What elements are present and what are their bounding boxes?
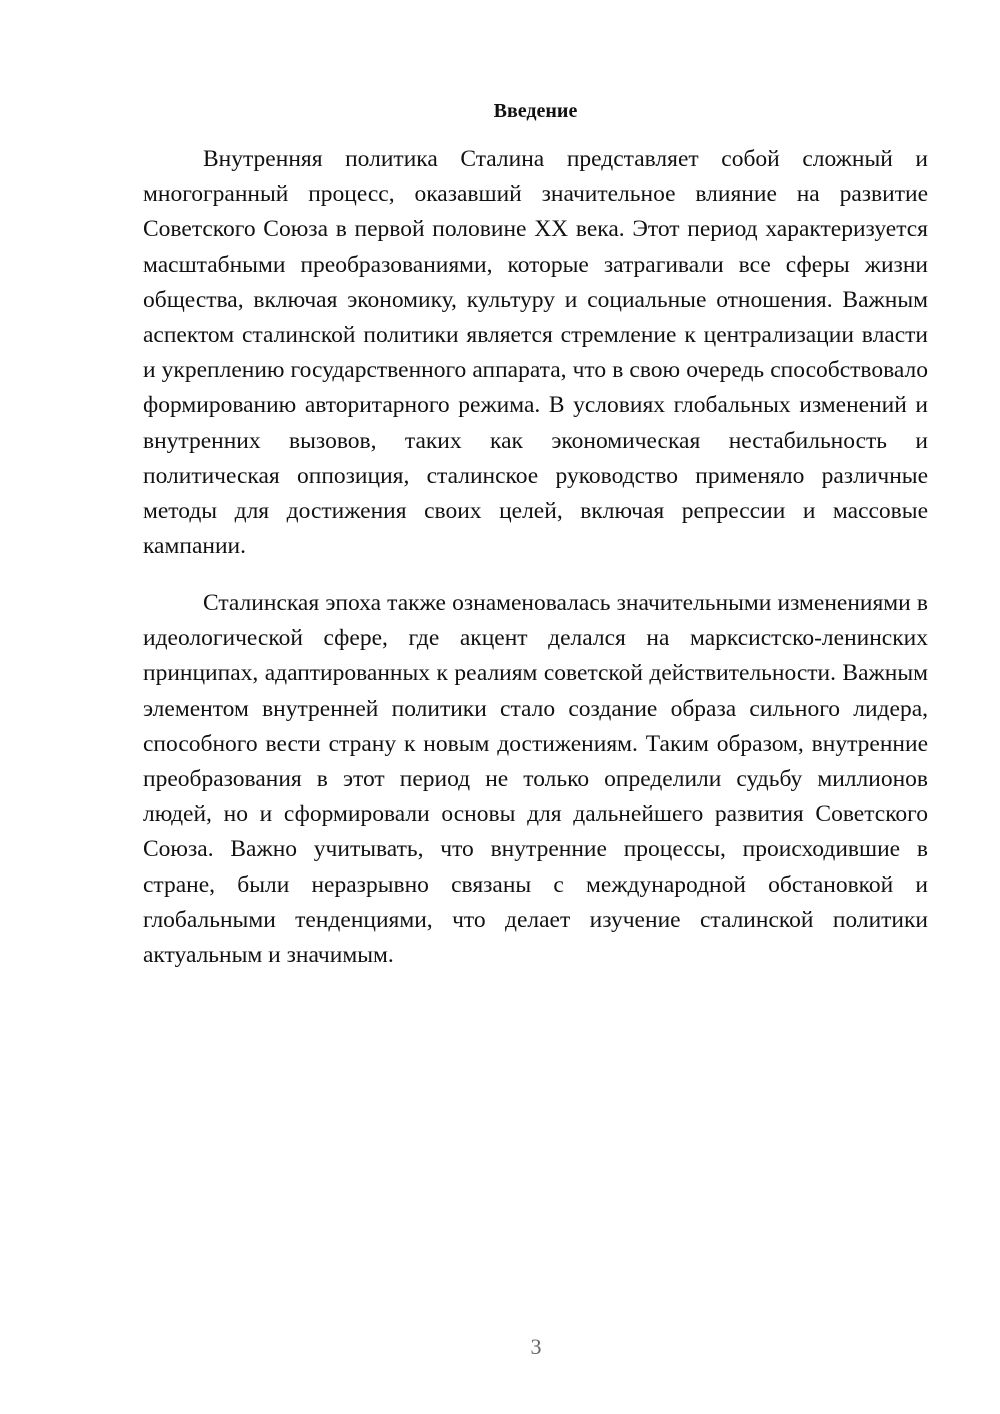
page-number: 3 <box>530 1334 542 1359</box>
paragraph-2: Сталинская эпоха также ознаменовалась значительными изменениями в идеологической сфере, где акцент делался на марксистско-ленинских принципах, адаптированных к реалиям советской действительности. Важным элементом внутренней политики стало создание образа сильного лидера, способного вести страну к новым достижениям. Таким образом, внутренние преобразования в этот период не только определили судьбу миллионов людей, но и сформировали основы для дальнейшего развития Советского Союза. Важно учитывать, что внутренние процессы, происходившие в стране, были неразрывно связаны с международной обстановкой и глобальными тенденциями, что делает изучение сталинской политики актуальным и значимым. <box>143 590 928 969</box>
paragraph-1: Внутренняя политика Сталина представляет собой сложный и многогранный процесс, оказавший значительное влияние на развитие Советского Союза в первой половине XX века. Этот период характеризуется масштабными преобразованиями, которые затрагивали все сферы жизни общества, включая экономику, культуру и социальные отношения. Важным аспектом сталинской политики является стремление к централизации власти и укреплению государственного аппарата, что в свою очередь способствовало формированию авторитарного режима. В условиях глобальных изменений и внутренних вызовов, таких как экономическая нестабильность и политическая оппозиция, сталинское руководство применяло различные методы для достижения своих целей, включая репрессии и массовые кампании. <box>143 146 928 560</box>
section-heading: Введение <box>493 100 578 122</box>
